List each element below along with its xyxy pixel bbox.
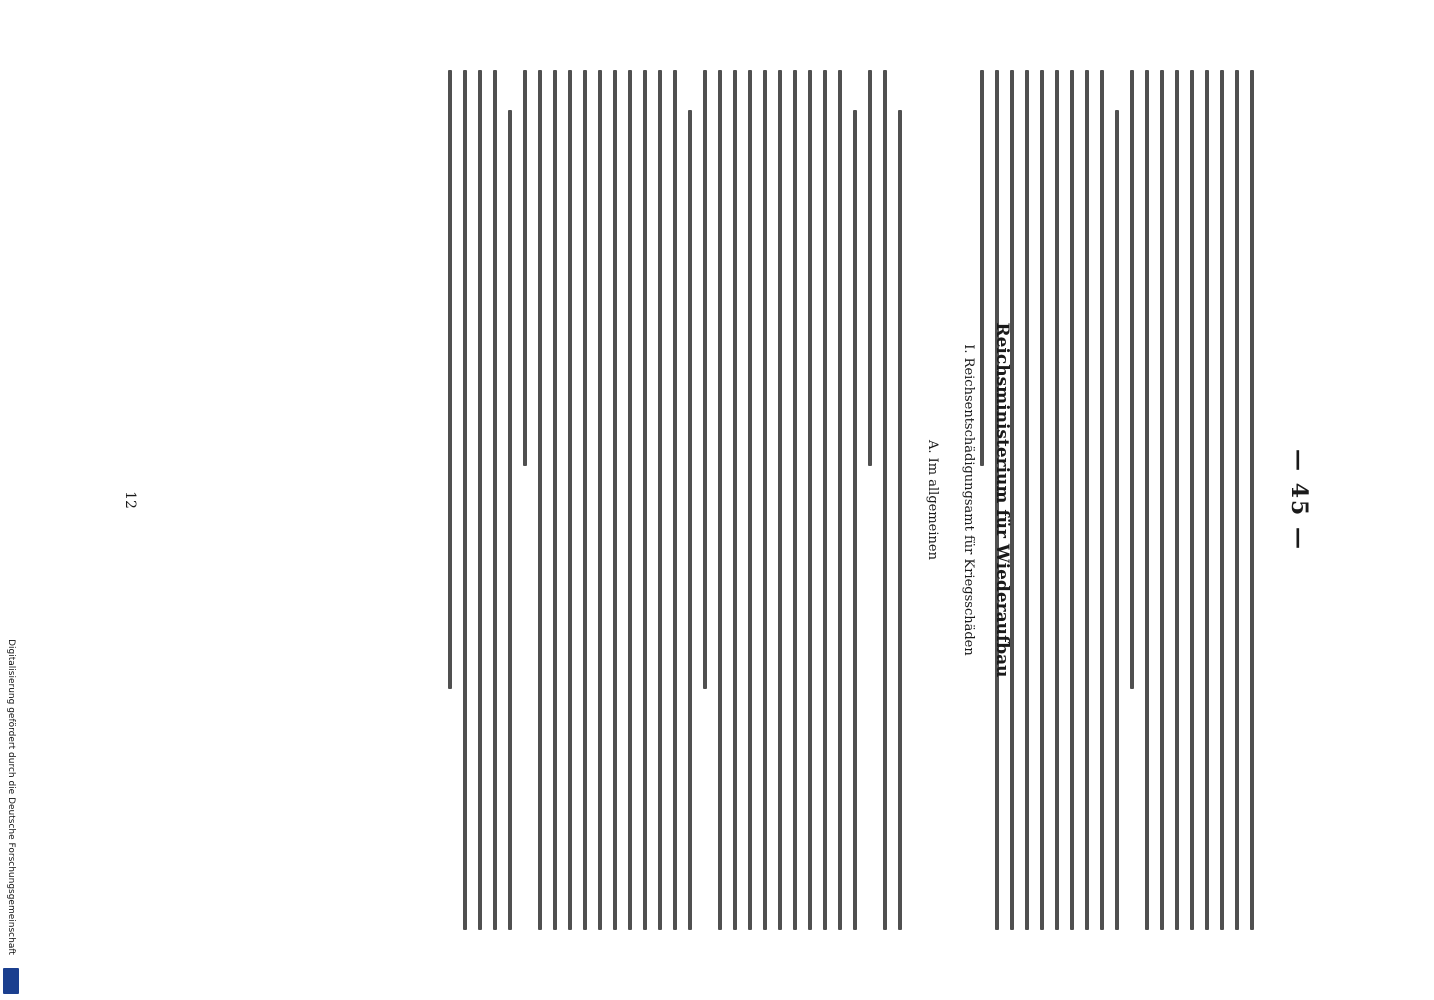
folio-number: 12 (122, 491, 138, 509)
page-number: — 45 — (1286, 449, 1312, 551)
body-text-lower (437, 70, 902, 930)
section-subheading: I. Reichsentschädigungsamt für Kriegsschäden (961, 344, 976, 656)
scanned-page (122, 70, 1312, 930)
digitization-credit-text: Digitalisierung gefördert durch die Deutsche Forschungsgemeinschaft (6, 639, 16, 955)
digitization-credit (4, 606, 18, 988)
dfg-logo-icon (3, 968, 19, 994)
section-subheading-2: A. Im allgemeinen (925, 440, 940, 560)
section-heading: Reichsministerium für Wiederaufbau (992, 322, 1012, 678)
